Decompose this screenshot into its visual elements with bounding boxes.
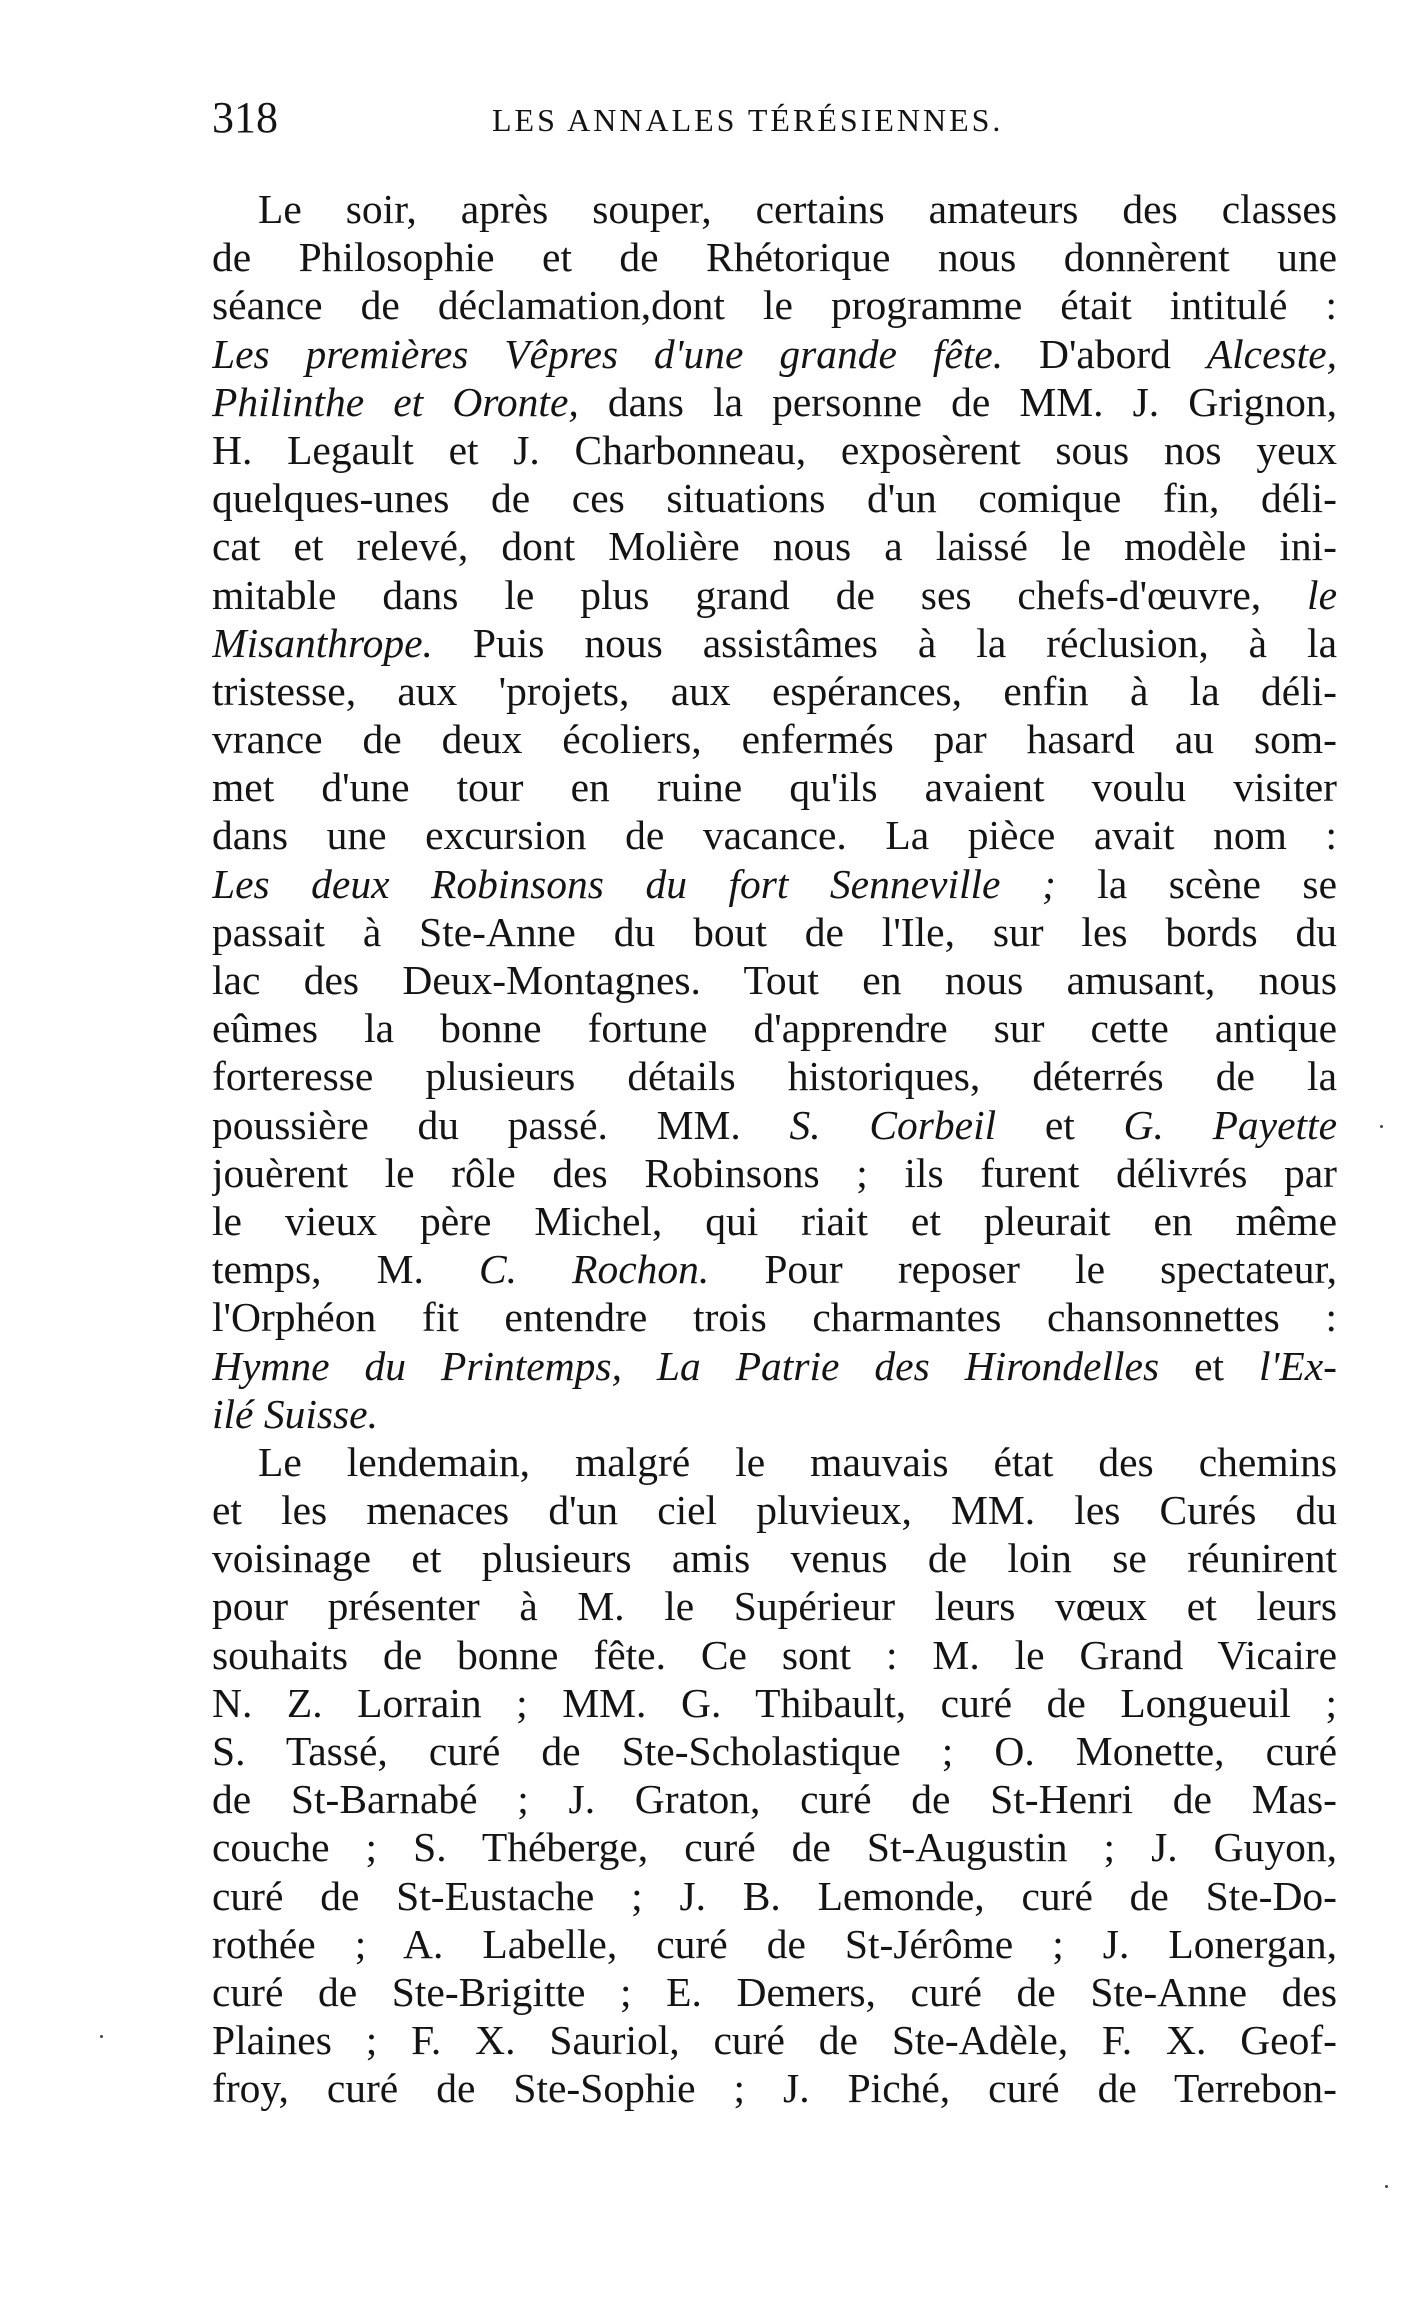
running-head (212, 90, 1337, 146)
italic-text: le (1307, 571, 1337, 618)
page-number: 318 (212, 93, 278, 142)
italic-text: Les deux Robinsons du fort Senneville ; (212, 860, 1056, 907)
text-segment: Plaines ; F. X. Sauriol, curé de Ste-Adèle, F. X. Geof- (212, 2017, 1337, 2064)
italic-text: S. Corbeil (789, 1101, 997, 1148)
text-segment: Le lendemain, malgré le mauvais état des chemins (258, 1438, 1337, 1485)
text-segment: vrance de deux écoliers, enfermés par hasard au som- (212, 716, 1337, 763)
italic-text: Alceste, (1206, 330, 1337, 377)
text-line (212, 1920, 1337, 1968)
text-line (212, 1197, 1337, 1245)
text-segment: l'Orphéon fit entendre trois charmantes chansonnettes : (212, 1294, 1337, 1341)
text-line (212, 1052, 1337, 1100)
text-line (212, 1486, 1337, 1534)
text-segment: quelques-unes de ces situations d'un comique fin, déli- (212, 475, 1337, 522)
text-line (212, 1968, 1337, 2016)
text-segment: poussière du passé. MM. (212, 1101, 790, 1148)
text-line (212, 378, 1337, 426)
text-line (212, 763, 1337, 811)
text-line (212, 1342, 1337, 1390)
text-segment: cat et relevé, dont Molière nous a laissé le modèle ini- (212, 523, 1337, 570)
text-segment: et les menaces d'un ciel pluvieux, MM. les Curés du (212, 1487, 1337, 1534)
italic-text: G. Payette (1123, 1101, 1337, 1148)
text-line (212, 667, 1337, 715)
text-segment: et (996, 1101, 1124, 1148)
text-segment: Pour reposer le spectateur, (709, 1246, 1337, 1293)
text-line (212, 1534, 1337, 1582)
text-line (212, 1775, 1337, 1823)
text-segment: curé de St-Eustache ; J. B. Lemonde, curé de Ste-Do- (212, 1872, 1337, 1919)
text-segment: dans une excursion de vacance. La pièce avait nom : (212, 812, 1337, 859)
text-line (212, 474, 1337, 522)
text-line (212, 1293, 1337, 1341)
text-segment: rothée ; A. Labelle, curé de St-Jérôme ; J. Lonergan, (212, 1920, 1337, 1967)
text-line (212, 1004, 1337, 1052)
text-segment: voisinage et plusieurs amis venus de loin se réunirent (212, 1535, 1337, 1582)
text-line (212, 233, 1337, 281)
text-segment: curé de Ste-Brigitte ; E. Demers, curé de Ste-Anne des (212, 1968, 1337, 2015)
text-line (212, 860, 1337, 908)
print-speck (100, 2035, 103, 2038)
text-line (212, 811, 1337, 859)
text-line (212, 281, 1337, 329)
italic-text: ilé Suisse. (212, 1390, 378, 1437)
text-segment: souhaits de bonne fête. Ce sont : M. le Grand Vicaire (212, 1631, 1337, 1678)
text-segment: couche ; S. Théberge, curé de St-Augustin ; J. Guyon, (212, 1824, 1337, 1871)
text-segment: pour présenter à M. le Supérieur leurs vœux et leurs (212, 1583, 1337, 1630)
text-line (212, 2016, 1337, 2064)
text-line (212, 1631, 1337, 1679)
text-segment: jouèrent le rôle des Robinsons ; ils furent délivrés par (212, 1149, 1337, 1196)
text-line (212, 1727, 1337, 1775)
text-line (212, 1245, 1337, 1293)
text-line (212, 1679, 1337, 1727)
text-line (212, 185, 1337, 233)
text-segment: D'abord (1003, 330, 1207, 377)
text-line (212, 1101, 1337, 1149)
text-segment: Le soir, après souper, certains amateurs des classes (258, 186, 1337, 232)
italic-text: Philinthe et Oronte, (212, 378, 579, 425)
text-segment: Puis nous assistâmes à la réclusion, à la (432, 619, 1337, 666)
print-speck (1385, 2185, 1388, 2188)
text-line (212, 908, 1337, 956)
running-title: LES ANNALES TÉRÉSIENNES. (492, 102, 1004, 138)
text-line (212, 1872, 1337, 1920)
text-line (212, 715, 1337, 763)
text-line (212, 2064, 1337, 2112)
text-segment: lac des Deux-Montagnes. Tout en nous amusant, nous (212, 957, 1337, 1003)
text-line (212, 522, 1337, 570)
italic-text: Les premières Vêpres d'une grande fête. (212, 330, 1004, 377)
text-segment: froy, curé de Ste-Sophie ; J. Piché, curé de Terrebon- (212, 2065, 1337, 2112)
text-segment: de Philosophie et de Rhétorique nous donnèrent une (212, 234, 1337, 281)
text-line (212, 571, 1337, 619)
text-segment: séance de déclamation,dont le programme était intitulé : (212, 282, 1337, 329)
text-segment: eûmes la bonne fortune d'apprendre sur cette antique (212, 1005, 1337, 1052)
text-line (212, 956, 1337, 1004)
text-segment: forteresse plusieurs détails historiques, déterrés de la (212, 1053, 1337, 1100)
body-text (212, 185, 1337, 2113)
text-line (212, 1438, 1337, 1486)
text-line (212, 1582, 1337, 1630)
print-speck (1380, 1125, 1383, 1128)
text-segment: le vieux père Michel, qui riait et pleurait en même (212, 1197, 1337, 1244)
text-segment: passait à Ste-Anne du bout de l'Ile, sur les bords du (212, 908, 1337, 955)
italic-text: l'Ex- (1259, 1342, 1337, 1389)
text-segment: temps, M. (212, 1246, 479, 1293)
text-segment: mitable dans le plus grand de ses chefs-d'œuvre, (212, 571, 1308, 618)
text-line (212, 1149, 1337, 1197)
italic-text: Misanthrope. (212, 619, 433, 666)
text-line (212, 330, 1337, 378)
text-segment: dans la personne de MM. J. Grignon, (578, 378, 1337, 425)
text-segment: met d'une tour en ruine qu'ils avaient voulu visiter (212, 764, 1337, 811)
text-line (212, 619, 1337, 667)
text-segment: S. Tassé, curé de Ste-Scholastique ; O. Monette, curé (212, 1728, 1337, 1774)
text-segment: H. Legault et J. Charbonneau, exposèrent sous nos yeux (212, 426, 1337, 473)
text-line (212, 1390, 1337, 1438)
text-segment: tristesse, aux 'projets, aux espérances, enfin à la déli- (212, 667, 1337, 714)
text-segment: et (1159, 1342, 1259, 1389)
text-segment: de St-Barnabé ; J. Graton, curé de St-Henri de Mas- (212, 1776, 1337, 1823)
italic-text: Hymne du Printemps, La Patrie des Hirondelles (212, 1342, 1160, 1389)
text-segment: la scène se (1055, 860, 1337, 907)
italic-text: C. Rochon. (478, 1246, 710, 1293)
text-line (212, 426, 1337, 474)
text-segment: N. Z. Lorrain ; MM. G. Thibault, curé de Longueuil ; (212, 1679, 1337, 1726)
text-line (212, 1823, 1337, 1871)
